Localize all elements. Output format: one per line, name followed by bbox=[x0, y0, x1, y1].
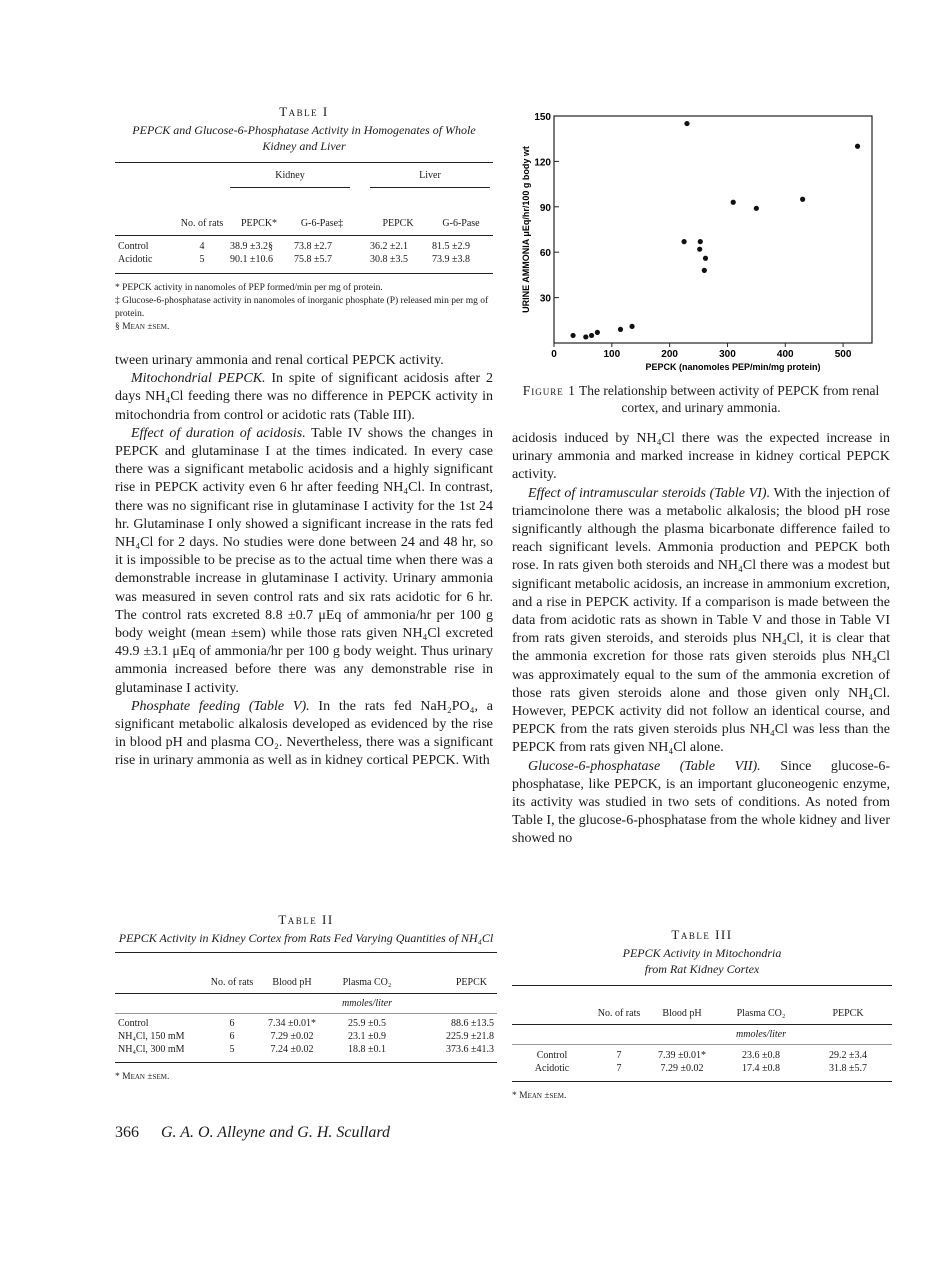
col-blood-ph: Blood pH bbox=[257, 953, 327, 989]
paragraph-heading: Mitochondrial PEPCK. bbox=[131, 371, 266, 387]
col-liver-g6pase: G-6-Pase bbox=[442, 218, 480, 229]
x-tick-label: 300 bbox=[719, 349, 736, 360]
x-tick-label: 200 bbox=[661, 349, 678, 360]
data-point bbox=[697, 247, 702, 252]
table-1-grid bbox=[115, 162, 493, 274]
cell: 6 bbox=[229, 1030, 235, 1042]
col-rats: No. of rats bbox=[180, 218, 224, 229]
paragraph-heading: Effect of intramuscular steroids (Table VI). bbox=[528, 485, 771, 501]
data-point bbox=[698, 239, 703, 244]
data-point bbox=[684, 121, 689, 126]
paragraph bbox=[512, 485, 890, 758]
cell: 373.6 ±41.3 bbox=[446, 1043, 494, 1055]
cell: 5 bbox=[199, 254, 205, 265]
table-row bbox=[512, 1062, 892, 1075]
cell: 225.9 ±21.8 bbox=[446, 1030, 494, 1042]
col-plasma-co2: Plasma CO₂ bbox=[718, 986, 804, 1020]
footnote: * PEPCK activity in nanomoles of PEP formed/min per mg of protein. bbox=[115, 283, 383, 293]
table-3-title: Table III bbox=[671, 927, 733, 942]
figure-1 bbox=[512, 108, 892, 378]
y-tick-label: 150 bbox=[534, 112, 551, 123]
y-axis-label: URINE AMMONIA μEq/hr/100 g body wt bbox=[521, 146, 531, 313]
table-row bbox=[115, 253, 493, 266]
cell: 7.29 ±0.02 bbox=[270, 1030, 314, 1042]
cell: 30.8 ±3.5 bbox=[370, 254, 408, 265]
data-point bbox=[702, 268, 707, 273]
x-tick-label: 400 bbox=[776, 349, 794, 360]
data-point bbox=[629, 324, 634, 329]
y-tick-label: 60 bbox=[539, 248, 551, 260]
cell: 4 bbox=[199, 241, 205, 252]
table-row bbox=[115, 236, 493, 254]
table-2-footnote: * Mean ±sem. bbox=[115, 1071, 170, 1082]
table-row bbox=[115, 1013, 497, 1030]
paragraph-body: In spite of significant acidosis after 2 days NH₄Cl feeding there was no difference in PEPCK activity in mitochondria from control or acidotic rats (Table III). bbox=[115, 371, 494, 423]
footnote: ‡ Glucose-6-phosphatase activity in nanomoles of inorganic phosphate (P) released min per mg of protein. bbox=[115, 296, 489, 319]
x-tick-label: 0 bbox=[551, 349, 557, 360]
y-tick-label: 30 bbox=[539, 293, 551, 305]
row-label: Acidotic bbox=[118, 254, 153, 265]
paragraph bbox=[512, 758, 890, 849]
col-pepck: PEPCK bbox=[804, 986, 892, 1020]
col-kidney-pepck: PEPCK* bbox=[240, 218, 278, 229]
row-label: NH₄Cl, 300 mM bbox=[118, 1043, 185, 1055]
cell: 7 bbox=[616, 1062, 622, 1074]
table-1-footnotes bbox=[115, 282, 493, 334]
cell: 6 bbox=[229, 1017, 235, 1029]
x-tick-label: 500 bbox=[834, 349, 852, 360]
cell: 7.24 ±0.02 bbox=[270, 1043, 314, 1055]
table-3-footnote: * Mean ±sem. bbox=[512, 1090, 567, 1101]
cell: 7.29 ±0.02 bbox=[660, 1062, 704, 1074]
figure-1-label: Figure 1 bbox=[522, 383, 576, 398]
col-pepck: PEPCK bbox=[407, 953, 497, 989]
cell: 90.1 ±10.6 bbox=[230, 254, 273, 265]
table-row bbox=[115, 1043, 497, 1056]
paragraph bbox=[115, 425, 493, 698]
table-row bbox=[115, 1030, 497, 1043]
cell: 81.5 ±2.9 bbox=[432, 241, 470, 252]
table-3-subtitle: PEPCK Activity in Mitochondria from Rat Kidney Cortex bbox=[622, 946, 782, 976]
cell: 17.4 ±0.8 bbox=[742, 1062, 780, 1074]
data-point bbox=[800, 197, 805, 202]
scatter-plot bbox=[512, 108, 892, 378]
data-point bbox=[855, 144, 860, 149]
x-tick-label: 100 bbox=[603, 349, 621, 360]
running-authors: G. A. O. Alleyne and G. H. Scullard bbox=[161, 1124, 391, 1141]
cell: 29.2 ±3.4 bbox=[829, 1049, 867, 1061]
cell: 23.6 ±0.8 bbox=[742, 1049, 780, 1061]
unit-label: mmoles/liter bbox=[736, 1028, 786, 1040]
paragraph bbox=[115, 698, 493, 771]
cell: 5 bbox=[229, 1043, 235, 1055]
kidney-group-header: Kidney bbox=[230, 169, 350, 188]
cell: 75.8 ±5.7 bbox=[294, 254, 332, 265]
table-3 bbox=[512, 927, 892, 1103]
paragraph-body: Since glucose-6-phosphatase, like PEPCK, is an important gluconeogenic enzyme, its activity was studied in two sets of conditions. As noted from Table I, the glucose-6-phosphatase from the whole kidney and liver showed no bbox=[512, 758, 890, 847]
data-point bbox=[618, 327, 623, 332]
table-3-grid bbox=[512, 985, 892, 1082]
table-row bbox=[512, 1044, 892, 1062]
table-2-grid bbox=[115, 952, 497, 1063]
cell: 36.2 ±2.1 bbox=[370, 241, 408, 252]
data-point bbox=[595, 330, 600, 335]
page-number: 366 bbox=[115, 1124, 139, 1141]
right-column-text bbox=[512, 430, 890, 849]
table-2-subtitle: PEPCK Activity in Kidney Cortex from Rats Fed Varying Quantities of NH₄Cl bbox=[118, 931, 494, 945]
col-blood-ph: Blood pH bbox=[646, 986, 718, 1020]
paragraph-heading: Phosphate feeding (Table V). bbox=[131, 698, 310, 714]
col-rats: No. of rats bbox=[592, 986, 646, 1020]
table-2 bbox=[115, 912, 497, 1084]
data-point bbox=[570, 333, 575, 338]
liver-group-header: Liver bbox=[370, 169, 490, 188]
plot-frame bbox=[554, 116, 872, 343]
col-kidney-g6pase: G-6-Pase‡ bbox=[300, 218, 344, 229]
row-label: Control bbox=[536, 1049, 568, 1061]
page-footer bbox=[115, 1124, 615, 1142]
paragraph-heading: Glucose-6-phosphatase (Table VII). bbox=[528, 758, 761, 774]
paragraph-heading: Effect of duration of acidosis. bbox=[131, 425, 306, 441]
paragraph: acidosis induced by NH₄Cl there was the expected increase in urinary ammonia and marked increase in kidney cortical PEPCK activity. bbox=[512, 431, 890, 483]
paragraph-body: In the rats fed NaH₂PO₄, a significant metabolic alkalosis developed as evidenced by the rise in blood pH and plasma CO₂. Nevertheless, there was a significant rise in urinary ammonia as well as in kidney cortical PEPCK. With bbox=[115, 698, 493, 769]
col-rats: No. of rats bbox=[207, 953, 257, 989]
table-1-title: Table I bbox=[279, 104, 329, 119]
cell: 7.39 ±0.01* bbox=[658, 1049, 706, 1061]
figure-1-text: The relationship between activity of PEPCK from renal cortex, and urinary ammonia. bbox=[578, 383, 880, 415]
col-plasma-co2: Plasma CO₂ bbox=[327, 953, 407, 989]
cell: 18.8 ±0.1 bbox=[348, 1043, 386, 1055]
cell: 7 bbox=[616, 1049, 622, 1061]
left-column-text bbox=[115, 352, 493, 771]
row-label: Acidotic bbox=[534, 1062, 570, 1074]
unit-label: mmoles/liter bbox=[342, 997, 392, 1009]
cell: 73.8 ±2.7 bbox=[294, 241, 332, 252]
y-tick-label: 120 bbox=[534, 157, 551, 169]
col-liver-pepck: PEPCK bbox=[382, 218, 414, 229]
cell: 7.34 ±0.01* bbox=[268, 1017, 316, 1029]
y-tick-label: 90 bbox=[539, 202, 551, 214]
data-point bbox=[754, 206, 759, 211]
data-point bbox=[681, 239, 686, 244]
cell: 31.8 ±5.7 bbox=[829, 1062, 867, 1074]
paragraph-body: With the injection of triamcinolone there was a metabolic alkalosis; the blood pH rose significantly although the plasma bicarbonate difference failed to reach significant levels. Ammonia production and PEPCK both rose. In rats given both steroids and NH₄Cl there was a modest but significant metabolic acidosis, an increase in ammonium excretion, and a rise in PEPCK activity. If a comparison is made between the data from acidotic rats as shown in Table V and those in Table VI from rats given steroids, and steroids plus NH₄Cl, it is clear that the ammonia excretion for those rats given steroids plus NH₄Cl was approximately equal to the sum of the ammonia excretion of those rats given steroids alone and those given only NH₄Cl. However, PEPCK activity did not follow an identical course, and PEPCK from the rats given steroids plus NH₄Cl was less than the PEPCK from rats given NH₄Cl alone. bbox=[512, 485, 890, 756]
x-axis-label: PEPCK (nanomoles PEP/min/mg protein) bbox=[645, 362, 821, 372]
cell: 38.9 ±3.2§ bbox=[230, 241, 273, 252]
data-point bbox=[703, 256, 708, 261]
footnote: § Mean ±sem. bbox=[115, 322, 170, 332]
cell: 73.9 ±3.8 bbox=[432, 254, 470, 265]
data-point bbox=[583, 334, 588, 339]
paragraph: tween urinary ammonia and renal cortical PEPCK activity. bbox=[115, 353, 444, 368]
paragraph-body: Table IV shows the changes in PEPCK and glutaminase I at the times indicated. In every case there was a significant metabolic acidosis and a highly significant rise in PEPCK activity even 6 hr after feeding NH₄Cl. In contrast, there was no significant rise in glutaminase I activity for the 1st 24 hr. Glutaminase I only showed a significant increase in the rats fed NH₄Cl for 2 days. No studies were done between 24 and 48 hr, so it is impossible to be precise as to the actual time when there was a demonstrable increase in glutaminase I activity. Urinary ammonia was measured in seven control rats and six rats acidotic for 6 hr. The control rats excreted 8.8 ±0.7 μEq of ammonia/hr per 100 g body weight (mean ±sem) while those rats given NH₄Cl excreted 49.9 ±3.1 μEq of ammonia/hr per 100 g body weight. Thus urinary ammonia increased before there was any demonstrable rise in glutaminase I activity. bbox=[115, 425, 494, 696]
table-1 bbox=[115, 104, 493, 334]
table-1-subtitle: PEPCK and Glucose-6-Phosphatase Activity in Homogenates of Whole Kidney and Liver bbox=[132, 123, 476, 153]
data-point bbox=[589, 333, 594, 338]
cell: 25.9 ±0.5 bbox=[348, 1017, 386, 1029]
paragraph bbox=[115, 370, 493, 425]
cell: 23.1 ±0.9 bbox=[348, 1030, 386, 1042]
row-label: Control bbox=[118, 241, 149, 252]
figure-1-caption bbox=[512, 382, 890, 416]
row-label: NH₄Cl, 150 mM bbox=[118, 1030, 185, 1042]
cell: 88.6 ±13.5 bbox=[451, 1017, 494, 1029]
table-2-title: Table II bbox=[278, 912, 334, 927]
row-label: Control bbox=[118, 1017, 149, 1029]
data-point bbox=[731, 200, 736, 205]
